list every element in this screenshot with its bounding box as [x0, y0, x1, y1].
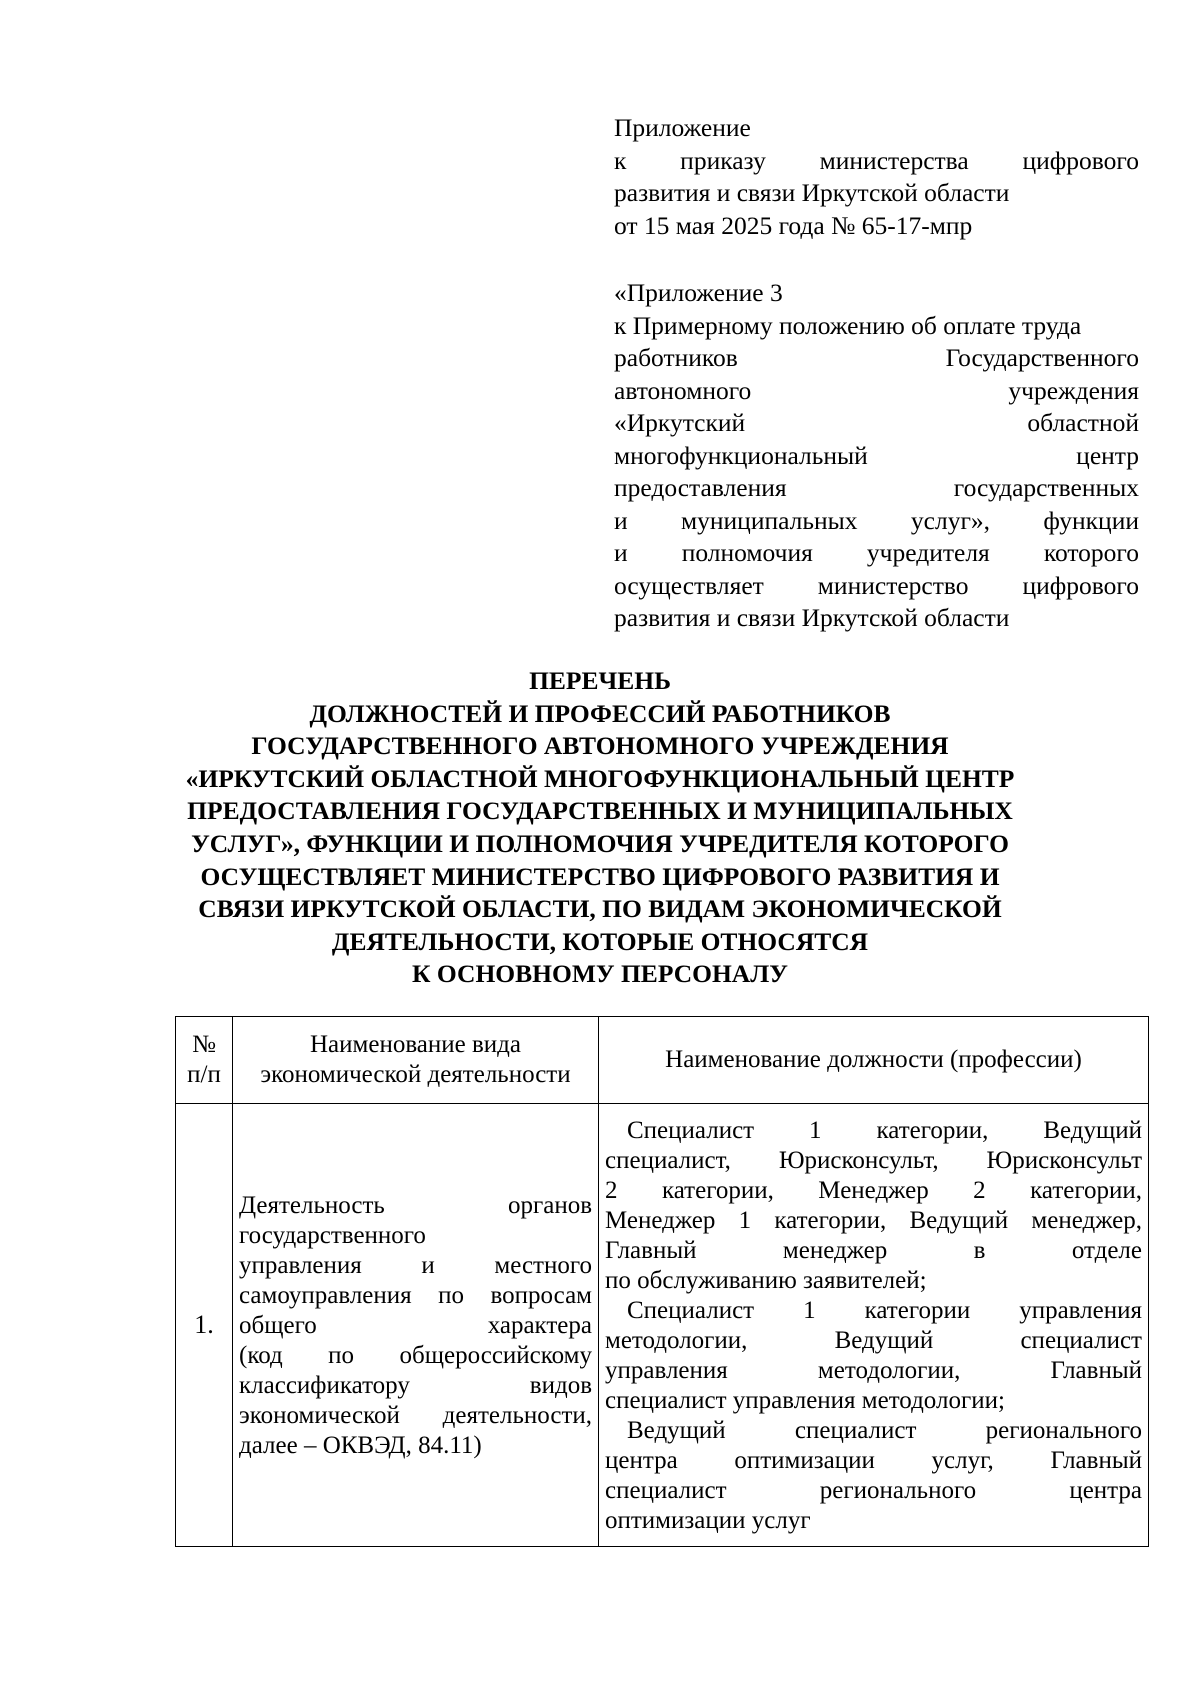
appendix3-line: развития и связи Иркутской области: [614, 603, 1010, 632]
title-line: СВЯЗИ ИРКУТСКОЙ ОБЛАСТИ, ПО ВИДАМ ЭКОНОМИЧЕСКОЙ: [198, 894, 1002, 924]
activity-cell: [233, 1104, 599, 1547]
activity-line: экономической деятельности,: [239, 1402, 592, 1429]
position-line: Ведущий специалист регионального: [627, 1417, 1142, 1444]
appendix3-line: осуществляет министерство цифрового: [614, 570, 1139, 600]
table-header-row: [176, 1017, 1149, 1104]
position-line: специалист регионального центра: [605, 1477, 1142, 1504]
position-line: по обслуживанию заявителей;: [605, 1267, 927, 1294]
header-line: №: [192, 1031, 216, 1058]
appendix3-line: «Приложение 3: [614, 278, 783, 307]
position-cell: [599, 1104, 1149, 1547]
appendix3-line: к Примерному положению об оплате труда: [614, 310, 1082, 340]
title-line: ГОСУДАРСТВЕННОГО АВТОНОМНОГО УЧРЕЖДЕНИЯ: [251, 731, 949, 761]
position-line: методологии, Ведущий специалист: [605, 1327, 1142, 1354]
header-line: Наименование должности (профессии): [665, 1046, 1082, 1073]
table-row: [176, 1104, 1149, 1547]
position-line: Менеджер 1 категории, Ведущий менеджер,: [605, 1207, 1142, 1234]
header-activity: [233, 1017, 599, 1104]
appendix3-line: «Иркутский областной: [614, 408, 1139, 437]
appendix3-line: предоставления государственных: [614, 473, 1139, 502]
title-line: УСЛУГ», ФУНКЦИИ И ПОЛНОМОЧИЯ УЧРЕДИТЕЛЯ КОТОРОГО: [191, 828, 1009, 858]
positions-table: [175, 1016, 1149, 1547]
appendix3-line: работников Государственного: [614, 343, 1139, 372]
position-line: Главный менеджер в отделе: [605, 1237, 1142, 1264]
activity-line: далее – ОКВЭД, 84.11): [239, 1432, 482, 1459]
header-line: Наименование вида: [310, 1031, 521, 1058]
position-line: оптимизации услуг: [605, 1507, 811, 1534]
appendix-line: развития и связи Иркутской области: [614, 178, 1010, 207]
appendix-line: к приказу министерства цифрового: [614, 145, 1139, 175]
position-line: центра оптимизации услуг, Главный: [605, 1447, 1142, 1474]
position-line: 2 категории, Менеджер 2 категории,: [605, 1177, 1142, 1204]
title-line: ДОЛЖНОСТЕЙ И ПРОФЕССИЙ РАБОТНИКОВ: [309, 698, 891, 728]
title-line: ПЕРЕЧЕНЬ: [529, 666, 671, 695]
header-position: [599, 1017, 1149, 1104]
position-line: управления методологии, Главный: [605, 1357, 1142, 1384]
title-line: «ИРКУТСКИЙ ОБЛАСТНОЙ МНОГОФУНКЦИОНАЛЬНЫЙ ЦЕНТР: [185, 763, 1015, 793]
header-line: экономической деятельности: [260, 1061, 571, 1088]
header-num: [176, 1017, 233, 1104]
position-line: специалист управления методологии;: [605, 1387, 1005, 1414]
row-number: 1.: [176, 1104, 233, 1547]
position-line: Специалист 1 категории управления: [627, 1297, 1142, 1324]
activity-line: общего характера: [239, 1312, 592, 1339]
activity-line: государственного: [239, 1222, 426, 1249]
appendix-line: от 15 мая 2025 года № 65-17-мпр: [614, 210, 973, 240]
activity-line: управления и местного: [239, 1252, 592, 1279]
appendix3-line: и полномочия учредителя которого: [614, 538, 1139, 567]
position-line: специалист, Юрисконсульт, Юрисконсульт: [605, 1147, 1142, 1174]
appendix3-line: автономного учреждения: [614, 375, 1139, 405]
appendix3-line: и муниципальных услуг», функции: [614, 505, 1139, 535]
activity-line: (код по общероссийскому: [239, 1342, 592, 1369]
document-title: [150, 665, 1050, 991]
title-line: ПРЕДОСТАВЛЕНИЯ ГОСУДАРСТВЕННЫХ И МУНИЦИПАЛЬНЫХ: [187, 796, 1013, 826]
appendix-line: Приложение: [614, 113, 751, 142]
title-line: ДЕЯТЕЛЬНОСТИ, КОТОРЫЕ ОТНОСЯТСЯ: [331, 926, 869, 956]
appendix-header: [614, 112, 1139, 242]
appendix3-header: [614, 277, 1139, 635]
activity-line: классификатору видов: [239, 1372, 592, 1399]
position-line: Специалист 1 категории, Ведущий: [627, 1117, 1142, 1144]
header-line: п/п: [187, 1061, 221, 1088]
appendix3-line: многофункциональный центр: [614, 440, 1139, 470]
title-line: К ОСНОВНОМУ ПЕРСОНАЛУ: [412, 959, 788, 989]
activity-line: Деятельность органов: [239, 1192, 592, 1219]
title-line: ОСУЩЕСТВЛЯЕТ МИНИСТЕРСТВО ЦИФРОВОГО РАЗВИТИЯ И: [200, 861, 1000, 891]
activity-line: самоуправления по вопросам: [239, 1282, 592, 1309]
